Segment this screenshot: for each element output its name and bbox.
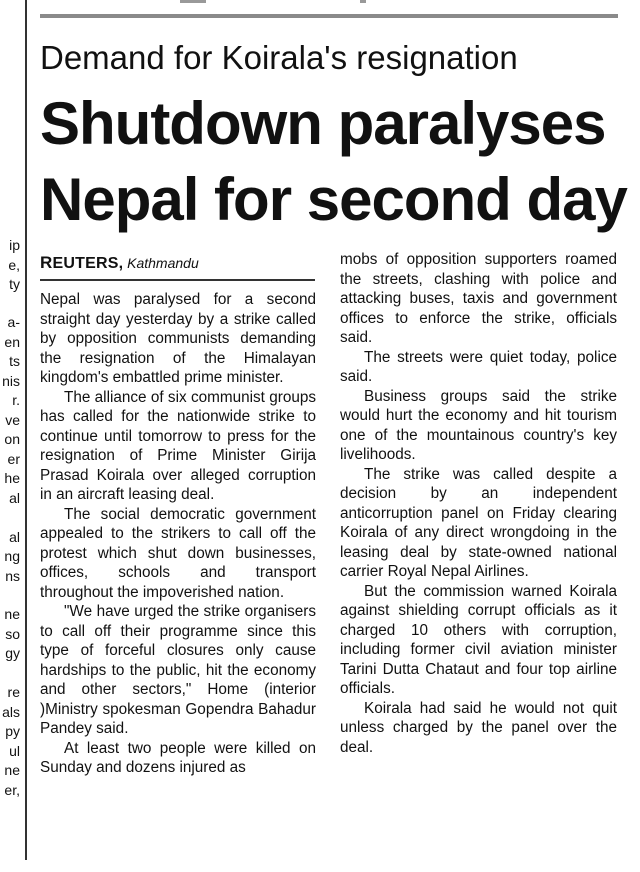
fragment: ne xyxy=(4,606,20,622)
paragraph: mobs of opposition supporters roamed the streets, clashing with police and attacking buses, taxis and government offices to enforce the strike, officials said. xyxy=(340,251,617,346)
fragment: er, xyxy=(4,782,20,798)
fragment: ip xyxy=(9,237,20,253)
top-rule xyxy=(40,14,618,18)
paragraph: The streets were quiet today, police said. xyxy=(340,348,617,385)
byline-location: Kathmandu xyxy=(127,255,199,271)
fragment: gy xyxy=(5,645,20,661)
fragment: e, xyxy=(8,257,20,273)
previous-column-fragments xyxy=(0,0,22,872)
fragment: ul xyxy=(9,743,20,759)
fragment: py xyxy=(5,723,20,739)
top-edge-mark xyxy=(360,0,366,3)
byline xyxy=(40,254,315,281)
fragment: so xyxy=(5,626,20,642)
paragraph: The social democratic government appealed to the strikers to call off the protest which shut down businesses, offices, schools and transport throughout the impoverished nation. xyxy=(40,505,316,601)
column-divider xyxy=(25,0,27,860)
headline-line: Shutdown paralyses xyxy=(40,90,606,157)
fragment: en xyxy=(4,334,20,350)
fragment: r. xyxy=(12,392,20,408)
fragment: al xyxy=(9,490,20,506)
fragment: ne xyxy=(4,762,20,778)
byline-agency-rest: EUTERS, xyxy=(52,255,124,272)
fragment: ng xyxy=(4,548,20,564)
headline-line: Nepal for second day xyxy=(40,166,627,233)
paragraph: Nepal was paralysed for a second straight day yesterday by a strike called by opposition communists demanding the resignation of the Himalayan kingdom's embattled prime minister. xyxy=(40,291,316,386)
paragraph: The alliance of six communist groups has called for the nationwide strike to continue until tomorrow to press for the resignation of Prime Minister Girija Prasad Koirala over alleged corruption in an aircraft leasing deal. xyxy=(40,388,316,503)
paragraph: But the commission warned Koirala against shielding corrupt officials as it charged 10 others with corruption, including former civil aviation minister Tarini Dutta Chataut and four top airline officials. xyxy=(340,582,617,697)
paragraph: "We have urged the strike organisers to call off their programme since this type of forceful closures only cause hardships to the public, hit the economy and other sectors," Home (interior )Ministry spokesman Gopendra Bahadur Pandey said. xyxy=(40,603,316,737)
paragraph: At least two people were killed on Sunday and dozens injured as xyxy=(40,739,316,776)
paragraph: Business groups said the strike would hurt the economy and hit tourism one of the mountainous country's key livelihoods. xyxy=(340,387,617,463)
fragment: ve xyxy=(5,412,20,428)
fragment: nis xyxy=(2,373,20,389)
top-edge-mark xyxy=(180,0,206,3)
byline-agency-initial: R xyxy=(40,253,53,272)
article-column-2 xyxy=(340,250,617,757)
paragraph: The strike was called despite a decision by an independent anticorruption panel on Friday clearing Koirala of any direct wrongdoing in the leasing deal by state-owned national carrier Royal Nepal Airlines. xyxy=(340,465,617,580)
article-headline xyxy=(40,86,630,238)
article-column-1 xyxy=(40,290,316,778)
fragment: ts xyxy=(9,353,20,369)
article-kicker: Demand for Koirala's resignation xyxy=(40,39,518,76)
fragment: ns xyxy=(5,568,20,584)
fragment: al xyxy=(9,529,20,545)
paragraph: Koirala had said he would not quit unless charged by the panel over the deal. xyxy=(340,699,617,756)
fragment: re xyxy=(7,684,20,700)
fragment: he xyxy=(4,470,20,486)
fragment: ty xyxy=(9,276,20,292)
byline-agency xyxy=(40,255,123,272)
fragment: on xyxy=(4,431,20,447)
fragment: er xyxy=(7,451,20,467)
fragment: a- xyxy=(7,314,20,330)
fragment: als xyxy=(2,704,20,720)
